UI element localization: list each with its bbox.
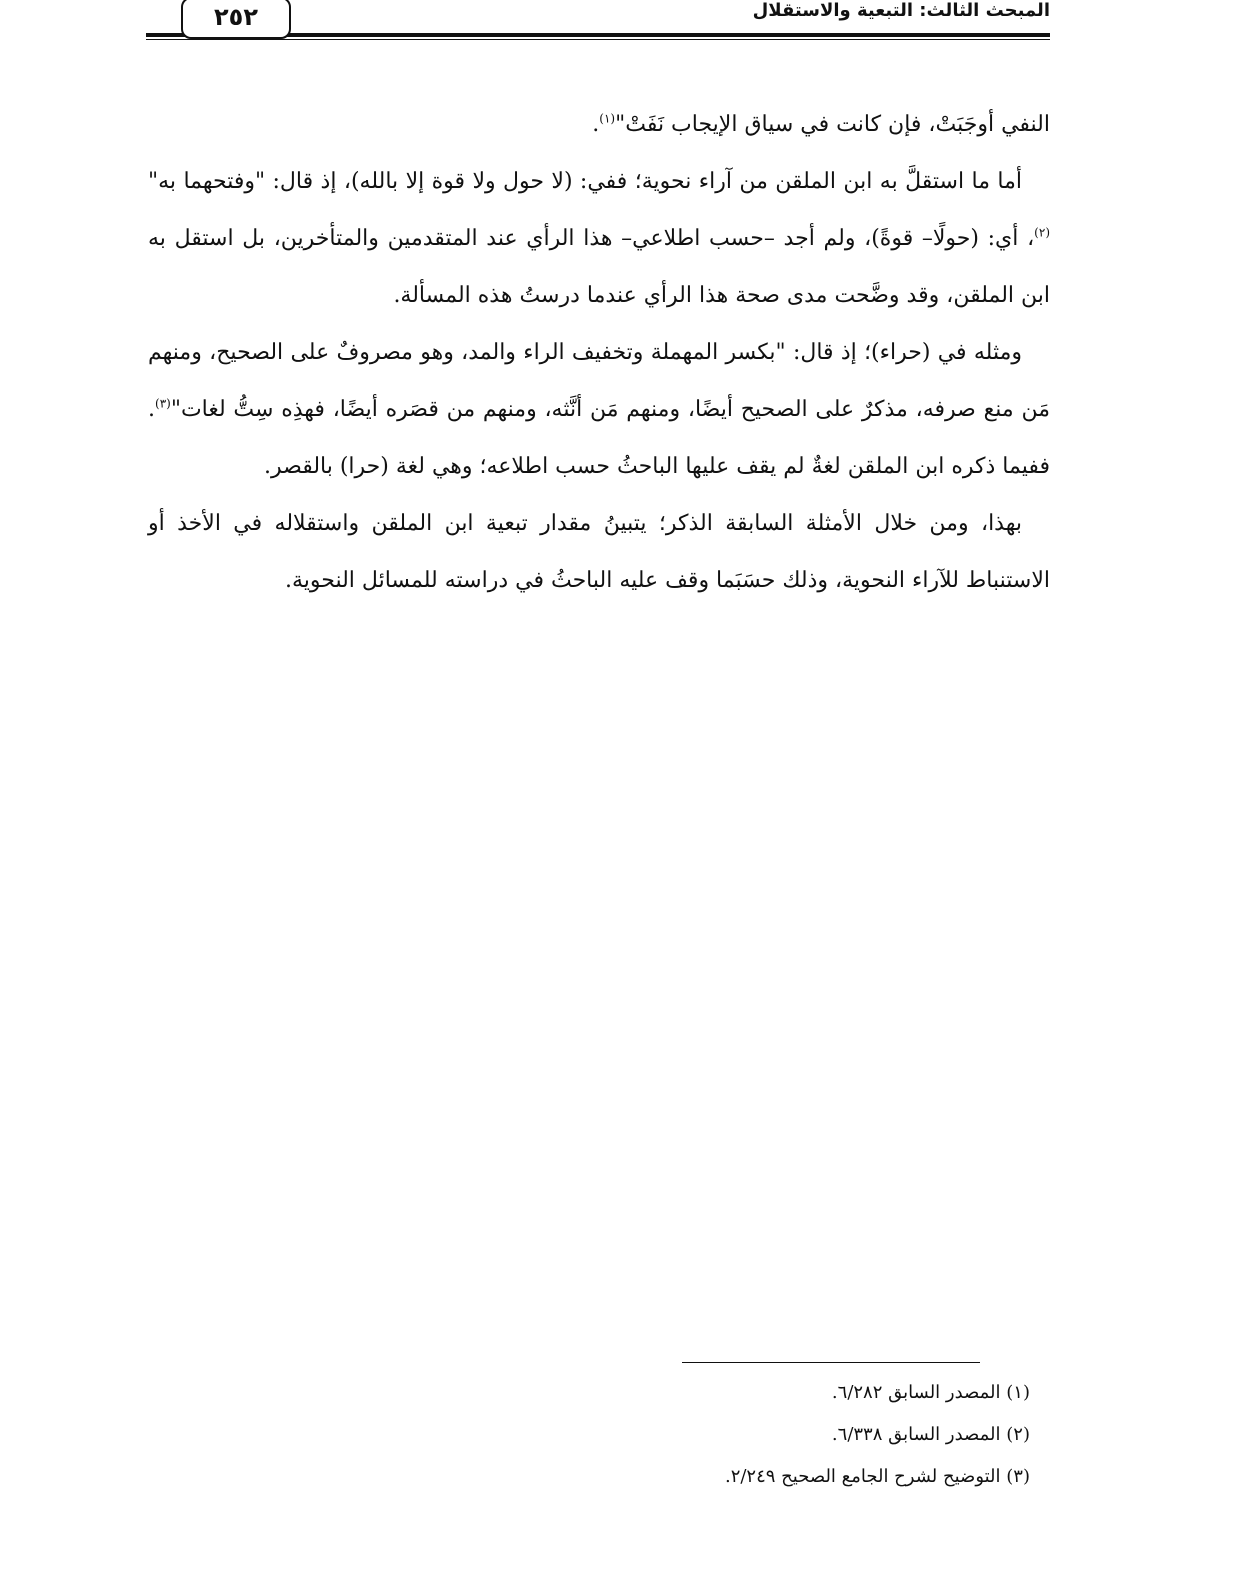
page-header	[146, 0, 1050, 44]
page-number: ٢٥٢	[181, 0, 291, 39]
footnote-separator	[682, 1362, 980, 1363]
section-title: التبعية والاستقلال	[752, 0, 914, 21]
paragraph: ومثله في (حراء)؛ إذ قال: "بكسر المهملة وتخفيف الراء والمد، وهو مصروفٌ على الصحيح، ومنهم مَن منع صرفه، مذكرٌ على الصحيح أيضًا، ومنهم مَن أنَّثه، ومنهم من قصَره أيضًا، فهذِه سِتُّ لغات"$^{(٣)}$. ففيما ذكره ابن الملقن لغةٌ لم يقف عليها الباحثُ حسب اطلاعه؛ وهي لغة (حرا) بالقصر.	[148, 340, 1050, 479]
header-rule-thin	[146, 39, 1050, 40]
paragraph: النفي أوجَبَتْ، فإن كانت في سياق الإيجاب نَفَتْ"$^{(١)}$.	[592, 111, 1050, 137]
footnotes	[600, 1372, 1030, 1498]
section-separator: :	[913, 0, 927, 21]
paragraph: أما ما استقلَّ به ابن الملقن من آراء نحوية؛ ففي: (لا حول ولا قوة إلا بالله)، إذ قال: "وفتحهما به"$^{(٢)}$، أي: (حولًا– قوةً)، ولم أجد –حسب اطلاعي– هذا الرأي عند المتقدمين والمتأخرين، بل استقل به ابن الملقن، وقد وضَّحت مدى صحة هذا الرأي عندما درستُ هذه المسألة.	[148, 169, 1050, 308]
footnote-ref: (١)	[599, 111, 616, 126]
running-header	[753, 0, 1050, 21]
footnote: (١) المصدر السابق ٦/٢٨٢.	[831, 1382, 1030, 1403]
footnote-ref: (٢)	[1034, 225, 1050, 240]
body-text	[148, 96, 1050, 609]
paragraph: بهذا، ومن خلال الأمثلة السابقة الذكر؛ يتبينُ مقدار تبعية ابن الملقن واستقلاله في الأخذ أو الاستنباط للآراء النحوية، وذلك حسَبَما وقف عليه الباحثُ في دراسته للمسائل النحوية.	[148, 511, 1050, 593]
footnote: (٢) المصدر السابق ٦/٣٣٨.	[831, 1424, 1030, 1445]
section-label: المبحث الثالث	[926, 0, 1050, 21]
footnote-ref: (٣)	[155, 396, 171, 411]
footnote: (٣) التوضيح لشرح الجامع الصحيح ٢/٢٤٩.	[724, 1466, 1030, 1487]
